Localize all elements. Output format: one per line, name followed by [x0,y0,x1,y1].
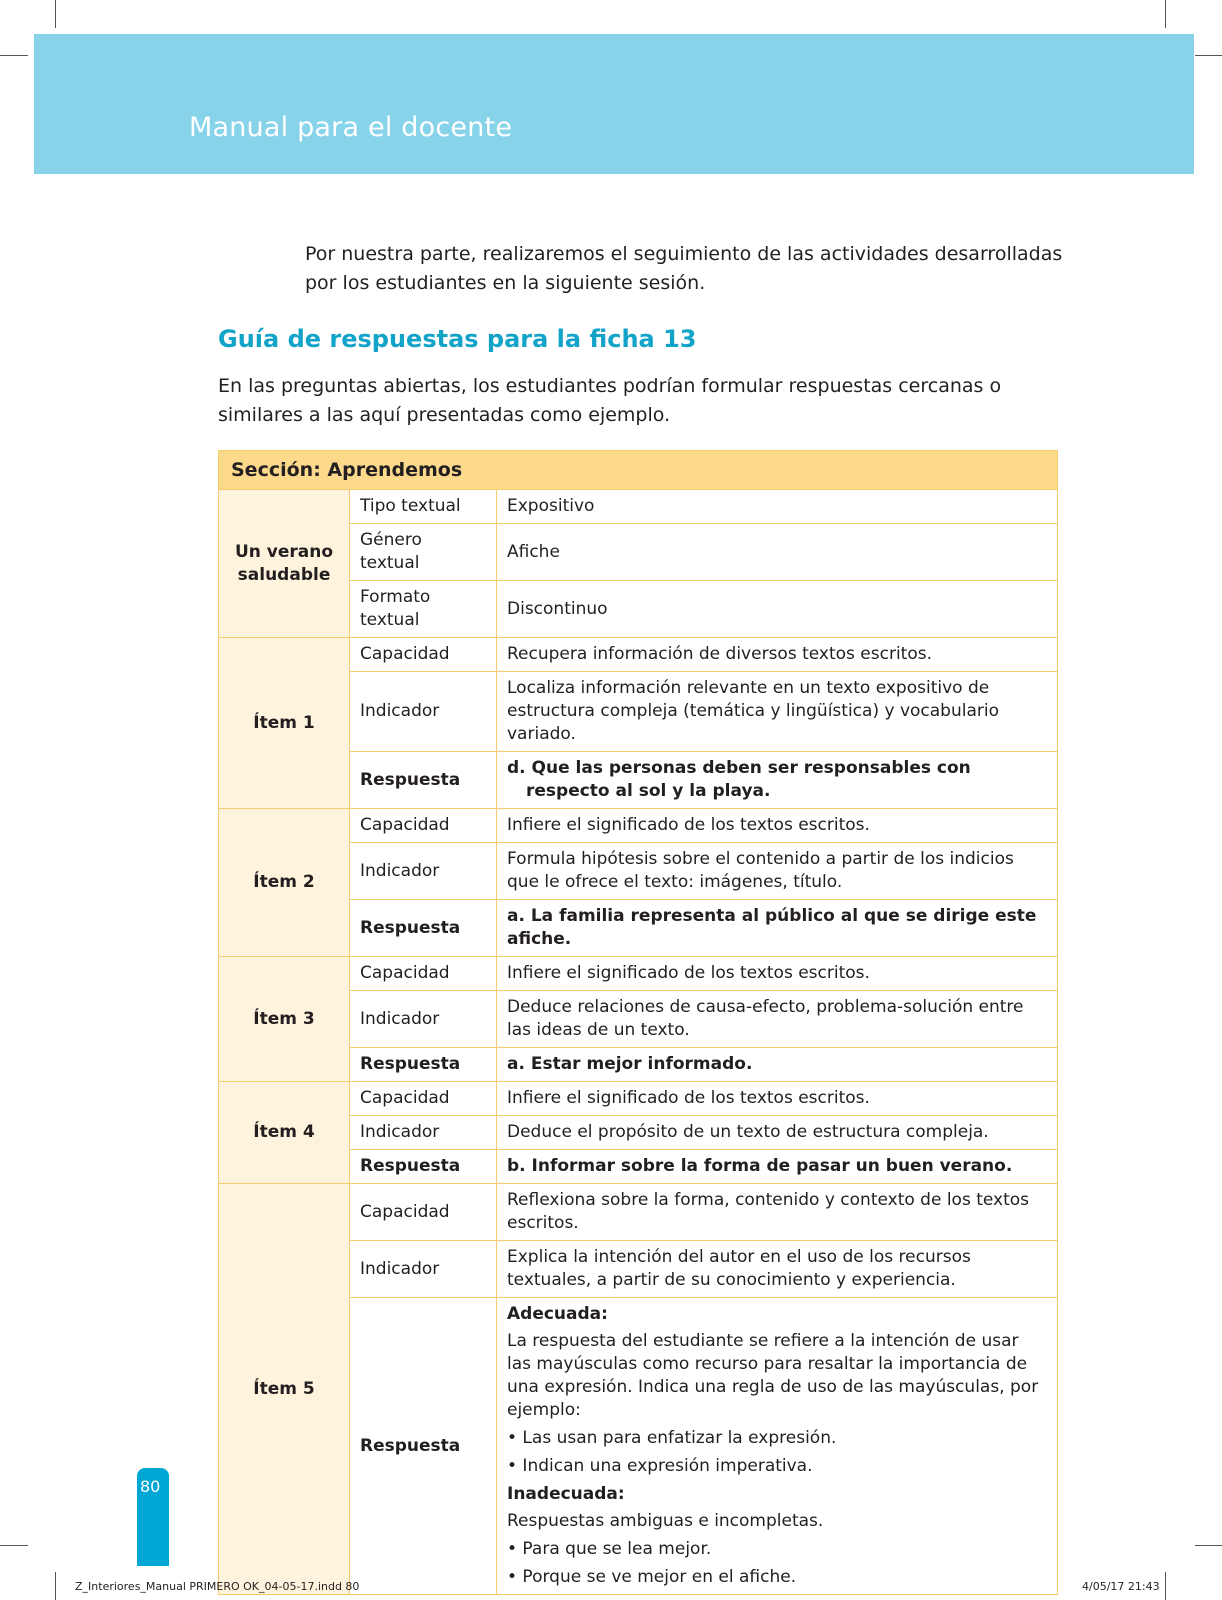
header-title: Manual para el docente [189,112,513,143]
respuesta-label: Respuesta [350,1298,497,1595]
adecuada-bullet: • Indican una expresión imperativa. [507,1456,813,1476]
capacidad-label: Capacidad [350,1184,497,1241]
respuesta-label: Respuesta [350,900,497,957]
respuesta-value: a. La familia representa al público al que se dirige este afiche. [497,900,1058,957]
crop-mark [1165,0,1166,28]
indicador-value: Localiza información relevante en un texto expositivo de estructura compleja (temática y lingüística) y vocabulario variado. [497,672,1058,752]
crop-mark [1165,1572,1166,1600]
intro-paragraph: Por nuestra parte, realizaremos el seguimiento de las actividades desarrolladas por los estudiantes en la siguiente sesión. [305,243,1063,294]
footer-datetime: 4/05/17 21:43 [1082,1580,1160,1593]
table-header: Sección: Aprendemos [219,451,1058,490]
capacidad-value: Infiere el significado de los textos escritos. [497,809,1058,843]
item-name: Ítem 4 [219,1082,350,1184]
adecuada-bullet: • Las usan para enfatizar la expresión. [507,1428,837,1448]
row-label: Tipo textual [350,490,497,524]
group-cell: Un verano saludable [219,490,350,638]
page-number: 80 [140,1477,161,1496]
capacidad-label: Capacidad [350,1082,497,1116]
item-name: Ítem 3 [219,957,350,1082]
capacidad-value: Infiere el significado de los textos escritos. [497,1082,1058,1116]
crop-mark [1195,55,1222,56]
item-name: Ítem 1 [219,638,350,809]
respuesta-value [497,752,1058,809]
crop-mark [1195,1545,1222,1546]
respuesta-value: a. Estar mejor informado. [497,1048,1058,1082]
indicador-label: Indicador [350,1241,497,1298]
capacidad-label: Capacidad [350,638,497,672]
row-label: Género textual [350,524,497,581]
inadecuada-bullet: • Porque se ve mejor en el afiche. [507,1567,797,1587]
crop-mark [0,55,28,56]
indicador-value: Explica la intención del autor en el uso de los recursos textuales, a partir de su conocimiento y experiencia. [497,1241,1058,1298]
row-label: Formato textual [350,581,497,638]
indicador-label: Indicador [350,672,497,752]
respuesta-label: Respuesta [350,1048,497,1082]
crop-mark [55,0,56,28]
capacidad-value: Reflexiona sobre la forma, contenido y contexto de los textos escritos. [497,1184,1058,1241]
respuesta-value [497,1298,1058,1595]
section-title: Guía de respuestas para la ficha 13 [218,325,697,353]
adecuada-title: Adecuada: [507,1304,608,1324]
capacidad-value: Recupera información de diversos textos escritos. [497,638,1058,672]
respuesta-label: Respuesta [350,1150,497,1184]
adecuada-text: La respuesta del estudiante se refiere a la intención de usar las mayúsculas como recurso para resaltar la importancia de una expresión. Indica una regla de uso de las mayúsculas, por ejemplo: [507,1331,1039,1420]
indicador-value: Deduce relaciones de causa-efecto, problema-solución entre las ideas de un texto. [497,991,1058,1048]
capacidad-label: Capacidad [350,957,497,991]
inadecuada-bullet: • Para que se lea mejor. [507,1539,712,1559]
capacidad-label: Capacidad [350,809,497,843]
row-value: Expositivo [497,490,1058,524]
indicador-label: Indicador [350,843,497,900]
respuesta-value: b. Informar sobre la forma de pasar un buen verano. [497,1150,1058,1184]
inadecuada-title: Inadecuada: [507,1484,625,1504]
row-value: Afiche [497,524,1058,581]
indicador-label: Indicador [350,991,497,1048]
indicador-value: Deduce el propósito de un texto de estructura compleja. [497,1116,1058,1150]
respuesta-text: d. Que las personas deben ser responsables con respecto al sol y la playa. [507,758,971,801]
capacidad-value: Infiere el significado de los textos escritos. [497,957,1058,991]
indicador-value: Formula hipótesis sobre el contenido a partir de los indicios que le ofrece el texto: imágenes, título. [497,843,1058,900]
crop-mark [55,1572,56,1600]
row-value: Discontinuo [497,581,1058,638]
footer-file: Z_Interiores_Manual PRIMERO OK_04-05-17.indd 80 [75,1580,360,1593]
indicador-label: Indicador [350,1116,497,1150]
answers-table [218,450,1058,1595]
header-banner [34,34,1194,174]
item-name: Ítem 2 [219,809,350,957]
section-text: En las preguntas abiertas, los estudiantes podrían formular respuestas cercanas o similares a las aquí presentadas como ejemplo. [218,375,1002,426]
respuesta-label: Respuesta [350,752,497,809]
item-name: Ítem 5 [219,1184,350,1595]
crop-mark [0,1545,28,1546]
inadecuada-text: Respuestas ambiguas e incompletas. [507,1511,824,1531]
